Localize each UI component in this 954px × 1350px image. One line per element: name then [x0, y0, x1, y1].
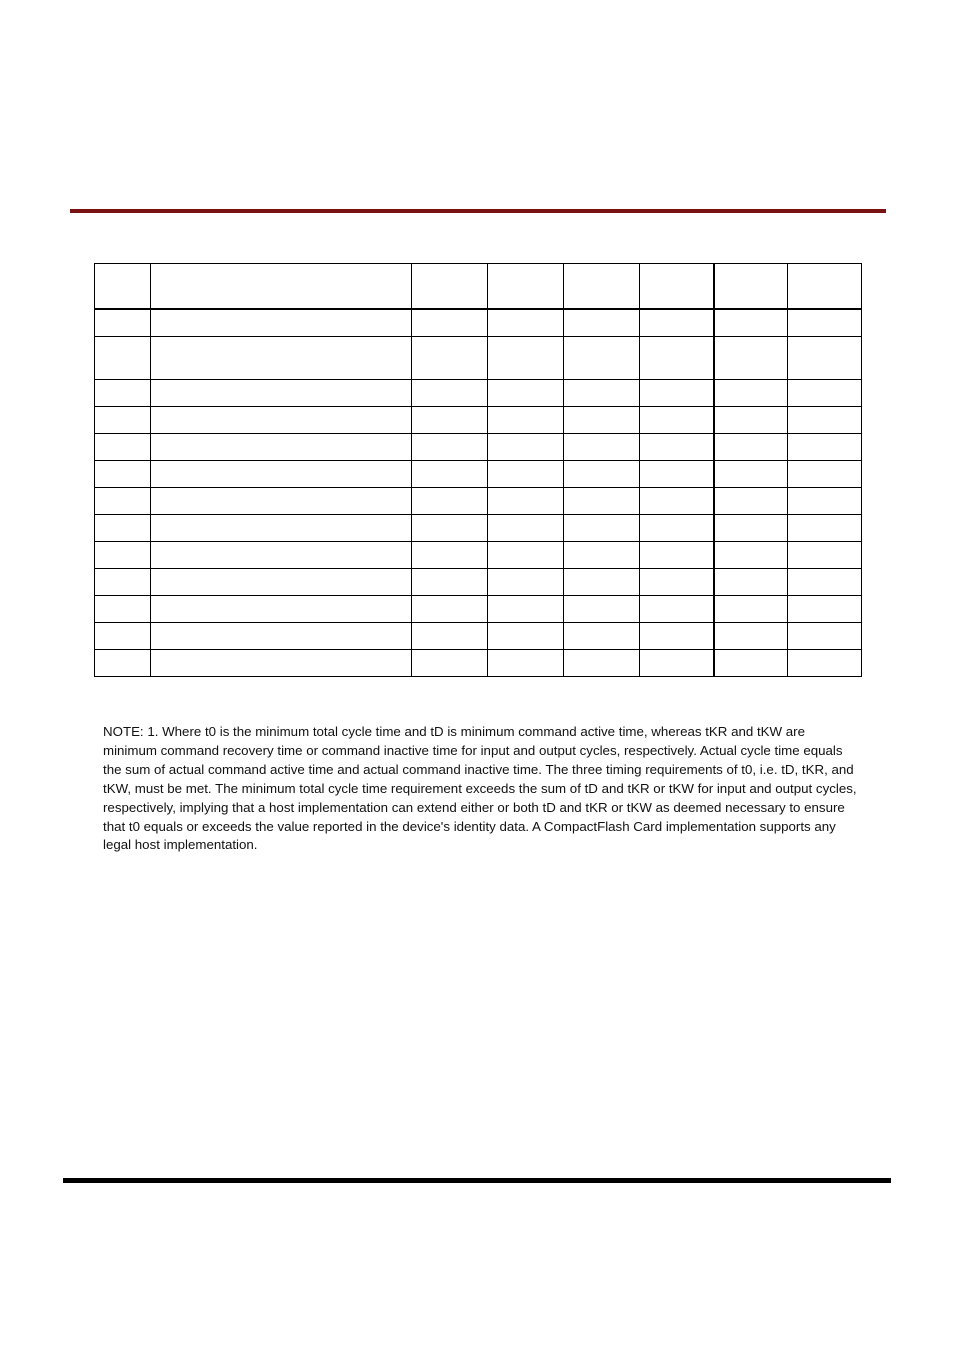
header-rule — [70, 209, 886, 213]
table-cell — [564, 542, 640, 569]
table-cell — [488, 380, 564, 407]
table-cell — [640, 488, 714, 515]
table-cell — [151, 407, 412, 434]
table-cell — [412, 542, 488, 569]
table-cell — [714, 650, 788, 677]
table-cell — [564, 461, 640, 488]
table-cell — [564, 434, 640, 461]
timing-table — [94, 263, 862, 677]
table-cell — [488, 407, 564, 434]
table-cell — [564, 650, 640, 677]
table-cell — [640, 380, 714, 407]
table-cell — [488, 461, 564, 488]
table-cell — [95, 407, 151, 434]
table-cell — [640, 623, 714, 650]
table-cell — [714, 337, 788, 380]
table-cell — [412, 623, 488, 650]
table-cell — [714, 309, 788, 337]
table-row — [95, 569, 862, 596]
table-cell — [151, 337, 412, 380]
note-line: the sum of actual command active time and actual command inactive time. The three timing requirements of t0, i.e. tD, tKR, and — [103, 761, 854, 777]
table-cell — [151, 515, 412, 542]
note-line: tKW, must be met. The minimum total cycle time requirement exceeds the sum of tD and tKR or tKW for input and output cycles, — [103, 780, 857, 796]
table-cell — [95, 650, 151, 677]
table-cell — [564, 264, 640, 310]
table-cell — [151, 650, 412, 677]
table-cell — [412, 407, 488, 434]
table-cell — [95, 309, 151, 337]
table-cell — [640, 569, 714, 596]
table-cell — [95, 337, 151, 380]
table-cell — [788, 461, 862, 488]
table-cell — [640, 309, 714, 337]
table-row — [95, 596, 862, 623]
table-cell — [714, 434, 788, 461]
table-cell — [640, 515, 714, 542]
table-cell — [714, 515, 788, 542]
table-cell — [151, 596, 412, 623]
table-cell — [564, 596, 640, 623]
table-cell — [95, 569, 151, 596]
table-row — [95, 515, 862, 542]
table-cell — [640, 596, 714, 623]
table-cell — [640, 407, 714, 434]
table-cell — [412, 337, 488, 380]
table-row — [95, 650, 862, 677]
table-cell — [640, 264, 714, 310]
table-cell — [788, 434, 862, 461]
table-cell — [640, 434, 714, 461]
table-cell — [788, 407, 862, 434]
table-cell — [488, 309, 564, 337]
table-cell — [151, 380, 412, 407]
table-cell — [714, 380, 788, 407]
table-cell — [95, 264, 151, 310]
table-cell — [564, 407, 640, 434]
table-cell — [151, 434, 412, 461]
table-cell — [714, 542, 788, 569]
table-cell — [640, 542, 714, 569]
table-cell — [412, 488, 488, 515]
table-cell — [95, 623, 151, 650]
table-cell — [640, 650, 714, 677]
table-cell — [488, 488, 564, 515]
table-cell — [412, 461, 488, 488]
table-header-row — [95, 264, 862, 310]
table-cell — [488, 569, 564, 596]
table-cell — [564, 515, 640, 542]
table-row — [95, 542, 862, 569]
table-cell — [412, 264, 488, 310]
table-row — [95, 309, 862, 337]
table-cell — [564, 569, 640, 596]
table-cell — [95, 380, 151, 407]
note-line: minimum command recovery time or command inactive time for input and output cycles, respectively. Actual cycle time equals — [103, 742, 843, 758]
table-row — [95, 488, 862, 515]
table-cell — [151, 264, 412, 310]
table-cell — [488, 434, 564, 461]
table-cell — [151, 309, 412, 337]
table-footnote — [103, 723, 903, 855]
table-cell — [714, 264, 788, 310]
table-cell — [714, 623, 788, 650]
table-cell — [151, 488, 412, 515]
table-cell — [488, 542, 564, 569]
table-cell — [564, 623, 640, 650]
note-line: that t0 equals or exceeds the value reported in the device's identity data. A CompactFlash Card implementation supports any — [103, 818, 836, 834]
table-cell — [788, 596, 862, 623]
table-cell — [412, 569, 488, 596]
table-cell — [95, 461, 151, 488]
table-cell — [564, 380, 640, 407]
table-cell — [488, 623, 564, 650]
table-cell — [640, 461, 714, 488]
footer-rule — [63, 1178, 891, 1183]
table-cell — [640, 337, 714, 380]
table-cell — [151, 569, 412, 596]
table-row — [95, 434, 862, 461]
table-cell — [488, 596, 564, 623]
table-cell — [788, 264, 862, 310]
table-cell — [788, 515, 862, 542]
table-cell — [788, 309, 862, 337]
table-cell — [714, 596, 788, 623]
table-cell — [488, 337, 564, 380]
table-cell — [714, 488, 788, 515]
table-cell — [564, 309, 640, 337]
table-cell — [412, 515, 488, 542]
table-cell — [564, 337, 640, 380]
table-cell — [488, 264, 564, 310]
table-cell — [151, 542, 412, 569]
table-cell — [788, 542, 862, 569]
table-cell — [95, 515, 151, 542]
table-cell — [714, 569, 788, 596]
table-cell — [788, 488, 862, 515]
table-row — [95, 380, 862, 407]
table-cell — [788, 337, 862, 380]
table-cell — [714, 461, 788, 488]
note-line: respectively, implying that a host implementation can extend either or both tD and tKR or tKW as deemed necessary to ensure — [103, 799, 845, 815]
table-cell — [95, 596, 151, 623]
table-cell — [412, 650, 488, 677]
table-row — [95, 337, 862, 380]
table-cell — [151, 461, 412, 488]
table-row — [95, 623, 862, 650]
table-row — [95, 407, 862, 434]
table-cell — [714, 407, 788, 434]
table-cell — [564, 488, 640, 515]
table-cell — [788, 650, 862, 677]
table-cell — [95, 542, 151, 569]
table-cell — [788, 623, 862, 650]
table-cell — [151, 623, 412, 650]
table-row — [95, 461, 862, 488]
table-cell — [488, 650, 564, 677]
table-cell — [412, 434, 488, 461]
note-line: NOTE: 1. Where t0 is the minimum total cycle time and tD is minimum command active time, whereas tKR and tKW are — [103, 724, 806, 739]
table-cell — [412, 596, 488, 623]
table-cell — [788, 569, 862, 596]
table-cell — [788, 380, 862, 407]
table-cell — [412, 380, 488, 407]
table-cell — [488, 515, 564, 542]
table-cell — [95, 488, 151, 515]
table-cell — [412, 309, 488, 337]
table-cell — [95, 434, 151, 461]
note-line: legal host implementation. — [103, 837, 258, 853]
